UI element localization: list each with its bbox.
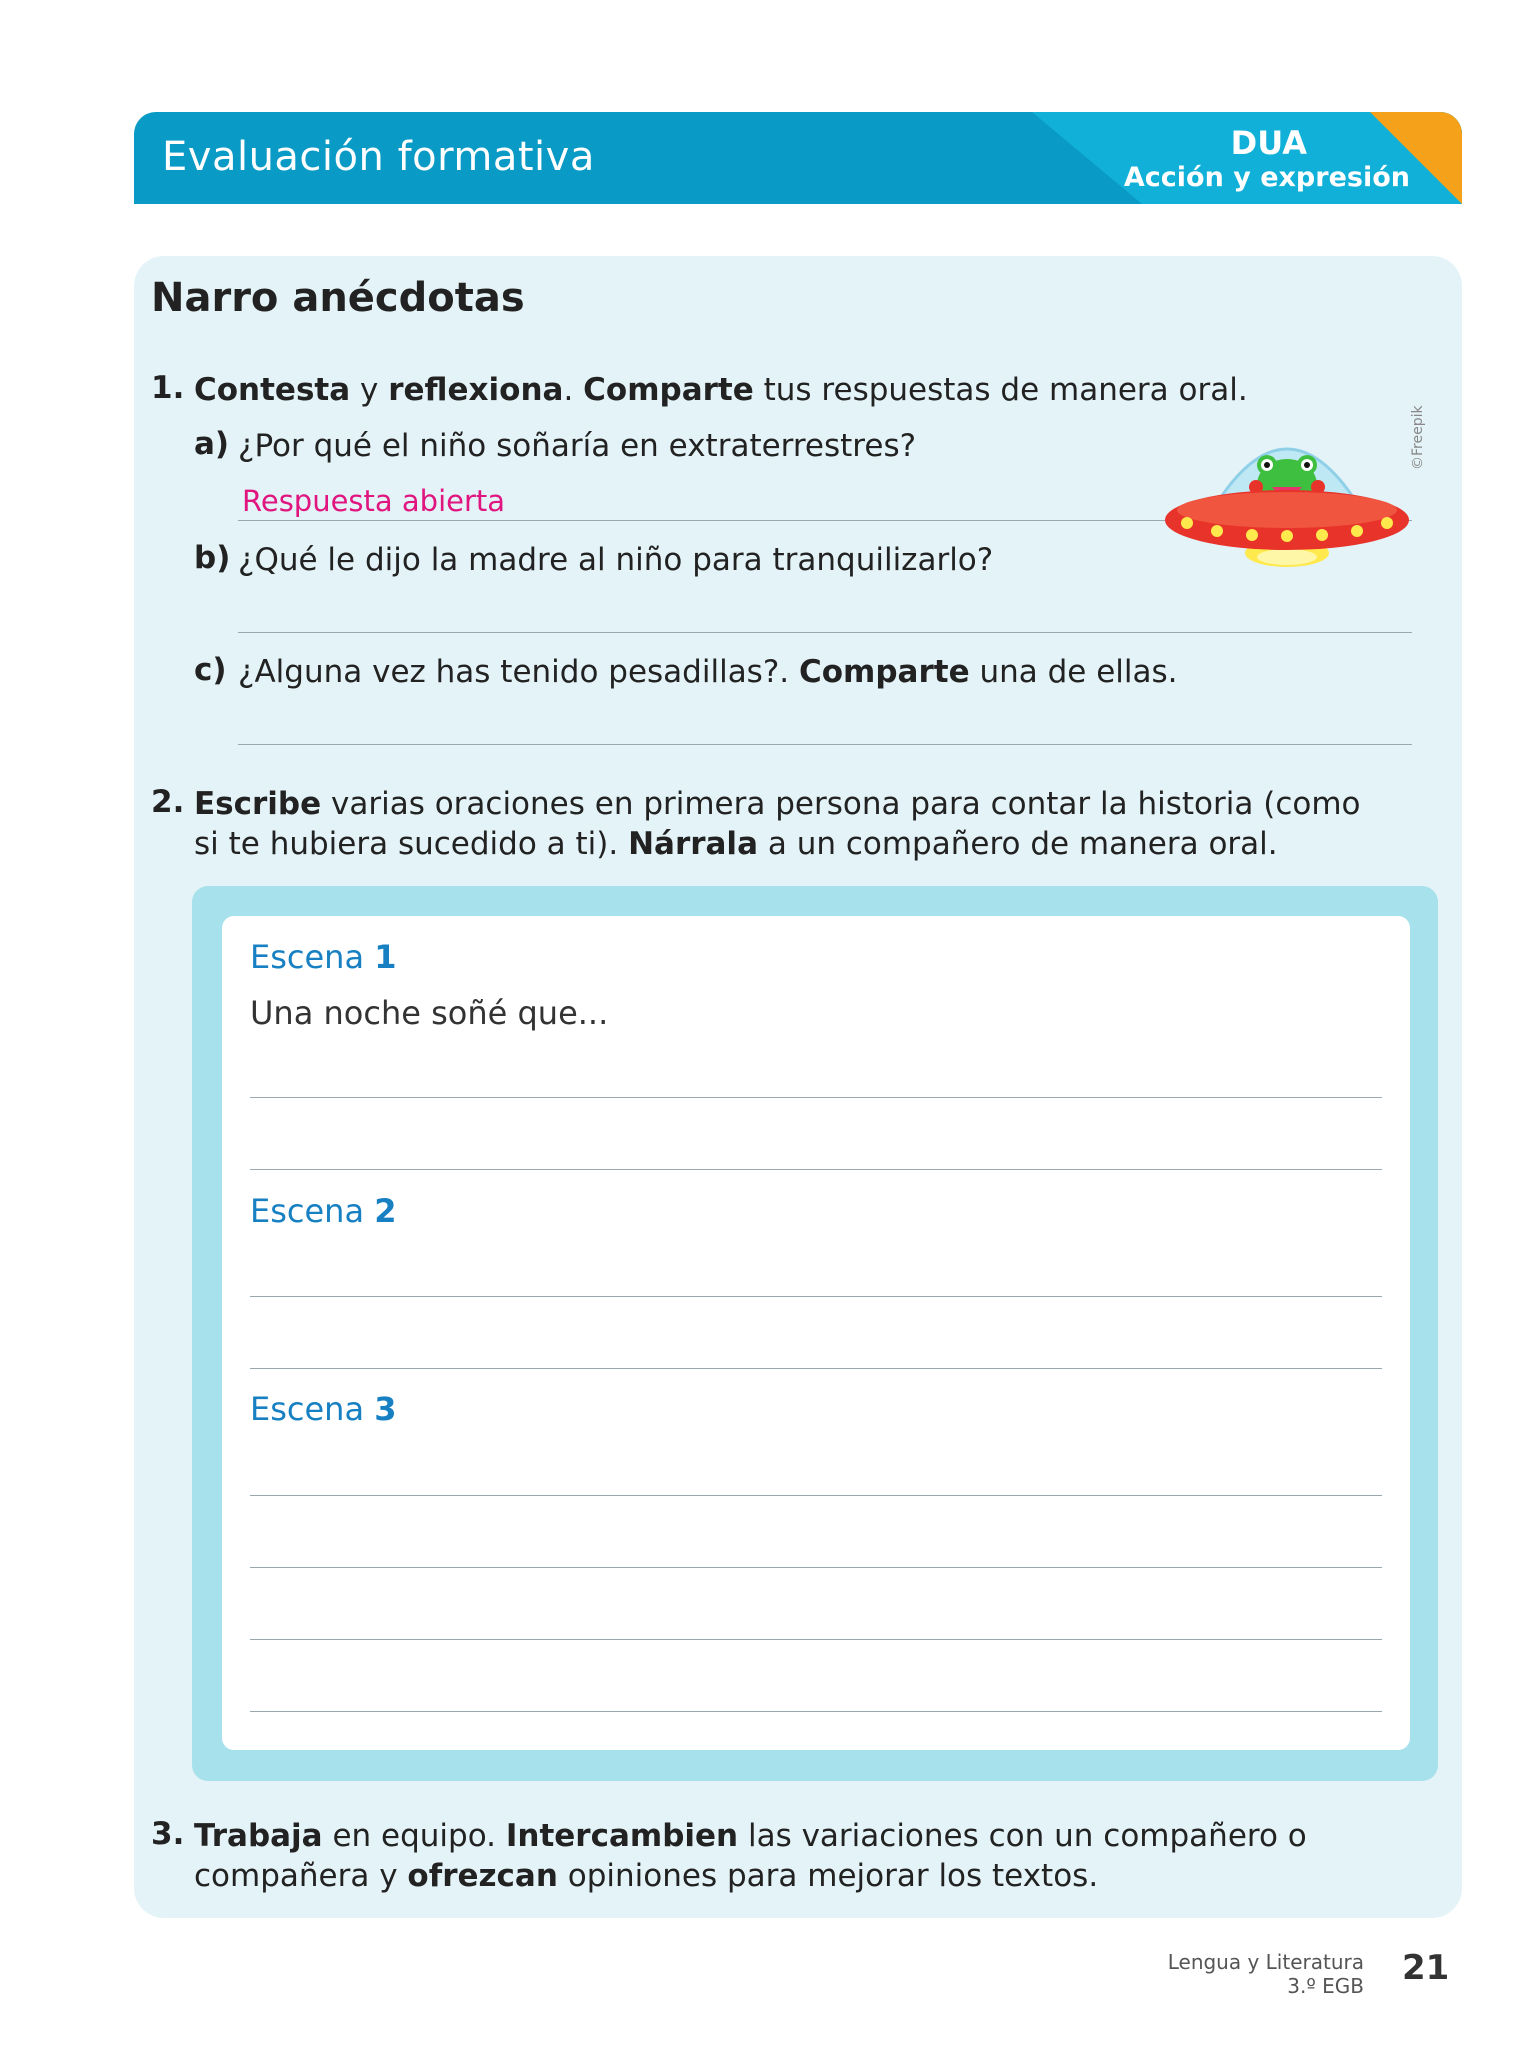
q1c-text-1: ¿Alguna vez has tenido pesadillas?.	[238, 654, 799, 690]
footer-subject: Lengua y Literatura	[1167, 1950, 1364, 1974]
q2-text-3: a un compañero de manera oral.	[757, 826, 1278, 862]
scene-3-word: Escena	[250, 1390, 365, 1428]
q2-instruction-line1	[194, 784, 1361, 824]
scene-box	[222, 916, 1410, 1750]
q1-verb-reflexiona: reflexiona	[388, 372, 564, 408]
scene-3-line-2[interactable]	[250, 1567, 1382, 1568]
q2-instruction-line2	[194, 824, 1278, 864]
scene-1-line-2[interactable]	[250, 1169, 1382, 1170]
header-banner	[134, 112, 1462, 204]
banner-title: Evaluación formativa	[162, 134, 595, 180]
q1b-text: ¿Qué le dijo la madre al niño para tranquilizarlo?	[238, 542, 994, 578]
q1a-label: a)	[194, 426, 230, 462]
q1c-verb-comparte: Comparte	[799, 654, 970, 690]
q3-verb-intercambien: Intercambien	[505, 1818, 739, 1854]
q1c-text	[238, 652, 1178, 692]
q2-number: 2.	[151, 784, 185, 820]
q1a-text: ¿Por qué el niño soñaría en extraterrestres?	[238, 428, 917, 464]
q2-text-2: si te hubiera sucedido a ti).	[194, 826, 629, 862]
scene-1-word: Escena	[250, 938, 365, 976]
image-credit: ©Freepik	[1410, 405, 1426, 470]
q3-text-4: opiniones para mejorar los textos.	[557, 1858, 1099, 1894]
scene-2-label	[250, 1192, 397, 1230]
scene-3-line-1[interactable]	[250, 1495, 1382, 1496]
q2-verb-narrala: Nárrala	[628, 826, 758, 862]
scene-1-start-text: Una noche soñé que...	[250, 994, 609, 1032]
scene-3-line-4[interactable]	[250, 1711, 1382, 1712]
q1-verb-contesta: Contesta	[194, 372, 351, 408]
q3-text-3: compañera y	[194, 1858, 408, 1894]
scene-2-line-1[interactable]	[250, 1296, 1382, 1297]
scene-1-label	[250, 938, 397, 976]
footer-grade: 3.º EGB	[1287, 1974, 1364, 1998]
q3-instruction-line1	[194, 1816, 1307, 1856]
section-title: Narro anécdotas	[151, 275, 525, 321]
scene-3-line-3[interactable]	[250, 1639, 1382, 1640]
scene-2-line-2[interactable]	[250, 1368, 1382, 1369]
q3-text-2: las variaciones con un compañero o	[738, 1818, 1307, 1854]
q1-text-3: tus respuestas de manera oral.	[753, 372, 1248, 408]
scene-2-number: 2	[374, 1192, 397, 1230]
q3-number: 3.	[151, 1816, 185, 1852]
q1-instruction	[194, 370, 1248, 410]
scene-3-number: 3	[374, 1390, 397, 1428]
q1-text-1: y	[350, 372, 389, 408]
q3-text-1: en equipo.	[322, 1818, 506, 1854]
q3-instruction-line2	[194, 1856, 1098, 1896]
ufo-alien-illustration	[1162, 425, 1412, 575]
q1c-label: c)	[194, 652, 227, 688]
scene-1-line-1[interactable]	[250, 1097, 1382, 1098]
dua-subtitle: Acción y expresión	[1123, 162, 1410, 193]
q2-text-1: varias oraciones en primera persona para contar la historia (como	[321, 786, 1361, 822]
q1c-text-2: una de ellas.	[969, 654, 1178, 690]
q3-verb-trabaja: Trabaja	[194, 1818, 323, 1854]
page-number: 21	[1402, 1948, 1450, 1988]
scene-2-word: Escena	[250, 1192, 365, 1230]
q1-verb-comparte: Comparte	[583, 372, 754, 408]
q1-text-2: .	[563, 372, 584, 408]
scene-3-label	[250, 1390, 397, 1428]
scene-1-number: 1	[374, 938, 397, 976]
q1-number: 1.	[151, 370, 185, 406]
q2-verb-escribe: Escribe	[194, 786, 322, 822]
q1c-answer-line[interactable]	[238, 744, 1412, 745]
q3-verb-ofrezcan: ofrezcan	[407, 1858, 558, 1894]
q1a-answer: Respuesta abierta	[242, 484, 506, 518]
q1b-answer-line[interactable]	[238, 632, 1412, 633]
q1b-label: b)	[194, 540, 231, 576]
dua-title: DUA	[1230, 124, 1307, 162]
